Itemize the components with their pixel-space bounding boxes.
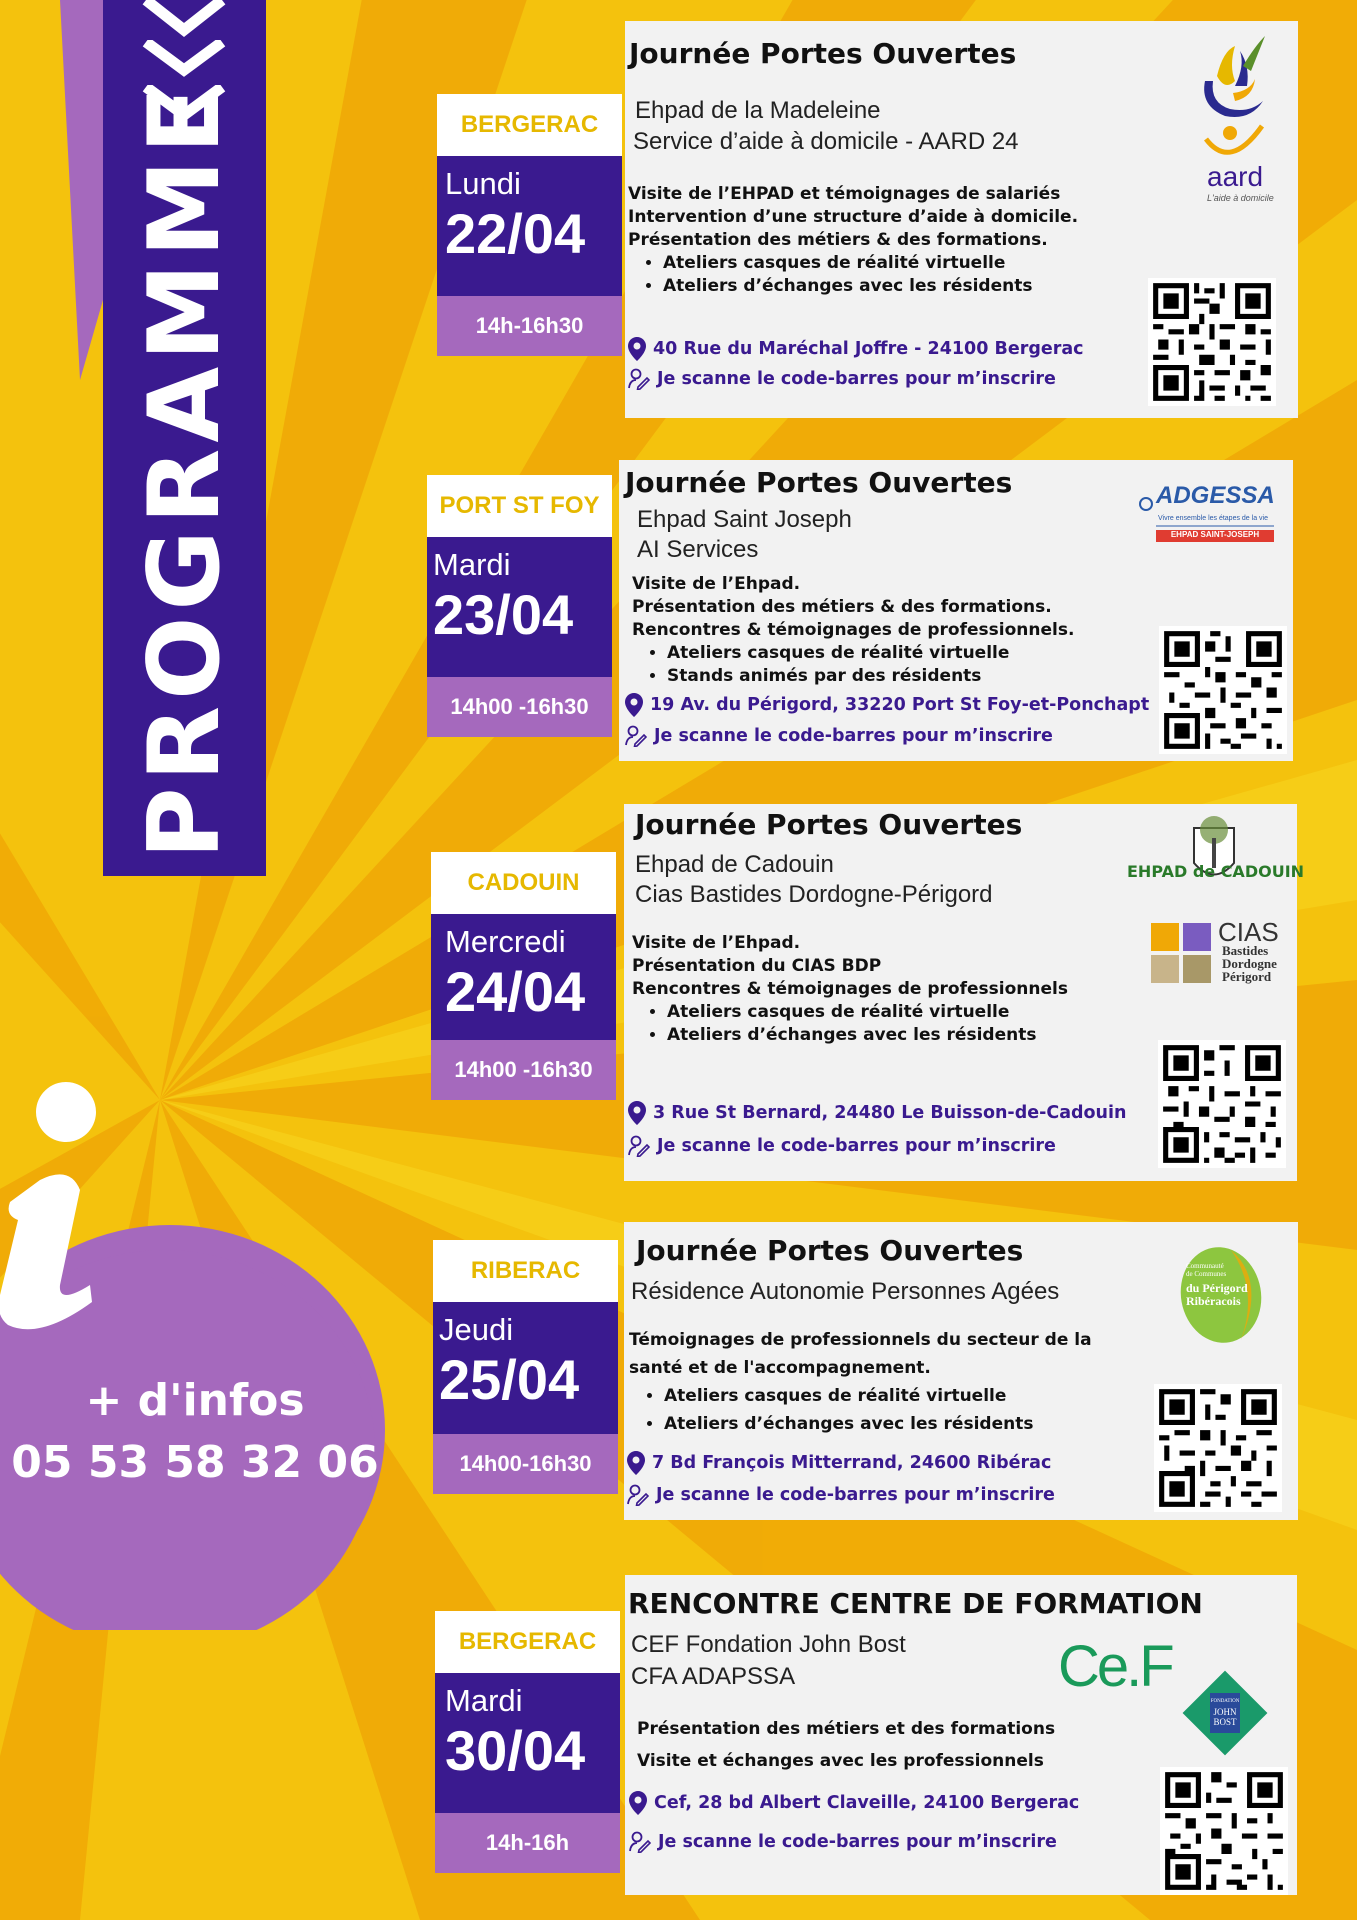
qr-code[interactable] — [1158, 1040, 1286, 1168]
cias-logo-mark — [1149, 921, 1213, 985]
cadouin-logo-text: EHPAD de CADOUIN — [1127, 862, 1305, 881]
event-date: 25/04 — [439, 1348, 580, 1411]
event-date-box — [435, 1611, 620, 1873]
chevron-down-icon — [140, 85, 228, 125]
event-time: 14h00-16h30 — [433, 1434, 618, 1494]
aard-logo-mark — [1200, 121, 1270, 166]
event-city: RIBERAC — [433, 1240, 618, 1302]
cias-logo-subtitle: Bastides Dordogne Périgord — [1222, 943, 1277, 984]
event-day: Mardi — [433, 547, 511, 582]
event-card — [625, 21, 1298, 418]
register-link[interactable]: Je scanne le code-barres pour m’inscrire — [629, 1831, 1057, 1853]
cias-logo-name: CIAS — [1218, 917, 1279, 947]
programme-title: PROGRAMME — [128, 80, 242, 860]
event-card — [619, 460, 1293, 761]
map-pin-icon — [629, 1791, 647, 1815]
register-link[interactable]: Je scanne le code-barres pour m’inscrire — [628, 1135, 1056, 1157]
bullet-item: • Stands animés par des résidents — [667, 665, 1074, 688]
bullet-item: • Ateliers d’échanges avec les résidents — [667, 1024, 1068, 1047]
event-card — [625, 1575, 1297, 1895]
event-date-box — [437, 94, 622, 356]
aard-logo-tagline: L'aide à domicile — [1207, 193, 1274, 203]
event-address[interactable]: 7 Bd François Mitterrand, 24600 Ribérac — [627, 1451, 1051, 1475]
qr-code[interactable] — [1160, 1767, 1288, 1895]
map-pin-icon — [628, 1101, 646, 1125]
aard-logo-name: aard — [1207, 161, 1264, 192]
event-date: 23/04 — [433, 583, 574, 646]
event-card — [624, 1222, 1298, 1520]
event-date: 30/04 — [445, 1719, 586, 1782]
event-address[interactable]: Cef, 28 bd Albert Claveille, 24100 Bergerac — [629, 1791, 1079, 1815]
event-date-box — [427, 475, 612, 737]
bullet-item: • Ateliers d’échanges avec les résidents — [663, 275, 1078, 298]
event-date-box — [431, 852, 616, 1100]
event-title: Journée Portes Ouvertes — [636, 1234, 1024, 1267]
user-edit-icon — [628, 368, 650, 390]
bullet-item: • Ateliers casques de réalité virtuelle — [667, 642, 1074, 665]
event-time: 14h-16h — [435, 1813, 620, 1873]
register-link[interactable]: Je scanne le code-barres pour m’inscrire — [628, 368, 1056, 390]
chevron-down-icon — [140, 0, 228, 40]
bullet-item: • Ateliers casques de réalité virtuelle — [667, 1001, 1068, 1024]
event-subtitle: AI Services — [637, 536, 759, 563]
info-phone[interactable]: 05 53 58 32 06 — [11, 1437, 379, 1488]
event-city: CADOUIN — [431, 852, 616, 914]
event-address[interactable]: 19 Av. du Périgord, 33220 Port St Foy-et-Ponchapt — [625, 693, 1149, 717]
user-edit-icon — [625, 725, 647, 747]
event-date-box — [433, 1240, 618, 1494]
user-edit-icon — [627, 1484, 649, 1506]
qr-code[interactable] — [1159, 626, 1287, 754]
map-pin-icon — [627, 1451, 645, 1475]
event-title: Journée Portes Ouvertes — [629, 37, 1017, 70]
event-subtitle: Ehpad de la Madeleine — [635, 97, 881, 124]
event-address[interactable]: 40 Rue du Maréchal Joffre - 24100 Bergerac — [628, 337, 1084, 361]
event-address[interactable]: 3 Rue St Bernard, 24480 Le Buisson-de-Cadouin — [628, 1101, 1126, 1125]
event-time: 14h00 -16h30 — [431, 1040, 616, 1100]
bullet-item: • Ateliers casques de réalité virtuelle — [664, 1382, 1092, 1410]
madeleine-logo — [1195, 31, 1270, 126]
riberacois-logo-text: du Périgord Ribéracois — [1186, 1281, 1248, 1308]
event-city: BERGERAC — [437, 94, 622, 156]
register-link[interactable]: Je scanne le code-barres pour m’inscrire — [627, 1484, 1055, 1506]
event-time: 14h-16h30 — [437, 296, 622, 356]
event-subtitle: Ehpad Saint Joseph — [637, 506, 852, 533]
bullet-item: • Ateliers d’échanges avec les résidents — [664, 1410, 1092, 1438]
event-subtitle: Cias Bastides Dordogne-Périgord — [635, 881, 993, 908]
event-subtitle: Résidence Autonomie Personnes Agées — [631, 1278, 1060, 1305]
event-city: PORT ST FOY — [427, 475, 612, 537]
event-day: Jeudi — [439, 1312, 514, 1347]
event-description: Visite de l’Ehpad. Présentation des métiers & des formations. Rencontres & témoignages de professionnels. • Ateliers casques de réalité virtuelle • Stands animés par des résidents — [632, 573, 1074, 688]
event-city: BERGERAC — [435, 1611, 620, 1673]
event-title: Journée Portes Ouvertes — [635, 808, 1023, 841]
event-date: 24/04 — [445, 960, 586, 1023]
event-subtitle: Service d’aide à domicile - AARD 24 — [633, 128, 1019, 155]
register-link[interactable]: Je scanne le code-barres pour m’inscrire — [625, 725, 1053, 747]
user-edit-icon — [628, 1135, 650, 1157]
john-bost-logo-text: FONDATION JOHN BOST — [1210, 1699, 1240, 1727]
event-description: Visite de l’Ehpad. Présentation du CIAS BDP Rencontres & témoignages de professionnels • Ateliers casques de réalité virtuelle • Ateliers d’échanges avec les résidents — [632, 932, 1068, 1047]
event-subtitle: CFA ADAPSSA — [631, 1663, 796, 1690]
event-day: Mardi — [445, 1683, 523, 1718]
event-subtitle: CEF Fondation John Bost — [631, 1631, 906, 1658]
cef-logo: Ce.F — [1058, 1634, 1172, 1699]
event-day: Mercredi — [445, 924, 566, 959]
chevron-down-icon — [140, 40, 228, 80]
adgessa-logo-name: ADGESSA — [1156, 482, 1275, 509]
event-date: 22/04 — [445, 202, 586, 265]
event-card — [624, 804, 1305, 1181]
info-label: + d'infos — [85, 1375, 305, 1426]
adgessa-logo-tagline: Vivre ensemble les étapes de la vie — [1158, 515, 1268, 522]
event-subtitle: Ehpad de Cadouin — [635, 851, 834, 878]
event-description: Témoignages de professionnels du secteur de la santé et de l'accompagnement. • Ateliers casques de réalité virtuelle • Ateliers d’échanges avec les résidents — [629, 1326, 1092, 1438]
event-title: RENCONTRE CENTRE DE FORMATION — [628, 1587, 1203, 1620]
map-pin-icon — [625, 693, 643, 717]
info-icon — [0, 1075, 103, 1329]
info-bubble — [0, 1070, 400, 1630]
qr-code[interactable] — [1154, 1384, 1282, 1512]
riberacois-logo-text-small: Communauté de Communes — [1186, 1262, 1227, 1278]
event-description: Visite de l’EHPAD et témoignages de salariés Intervention d’une structure d’aide à domicile. Présentation des métiers & des formations. • Ateliers casques de réalité virtuelle • Ateliers d’échanges avec les résidents — [628, 183, 1078, 298]
map-pin-icon — [628, 337, 646, 361]
event-description: Présentation des métiers et des formations Visite et échanges avec les professionnels — [637, 1719, 1056, 1771]
bullet-item: • Ateliers casques de réalité virtuelle — [663, 252, 1078, 275]
adgessa-logo-banner: EHPAD SAINT-JOSEPH — [1170, 530, 1260, 539]
user-edit-icon — [629, 1831, 651, 1853]
qr-code[interactable] — [1148, 278, 1276, 406]
event-day: Lundi — [445, 166, 521, 201]
info-block — [0, 1370, 390, 1494]
event-title: Journée Portes Ouvertes — [625, 466, 1013, 499]
event-time: 14h00 -16h30 — [427, 677, 612, 737]
